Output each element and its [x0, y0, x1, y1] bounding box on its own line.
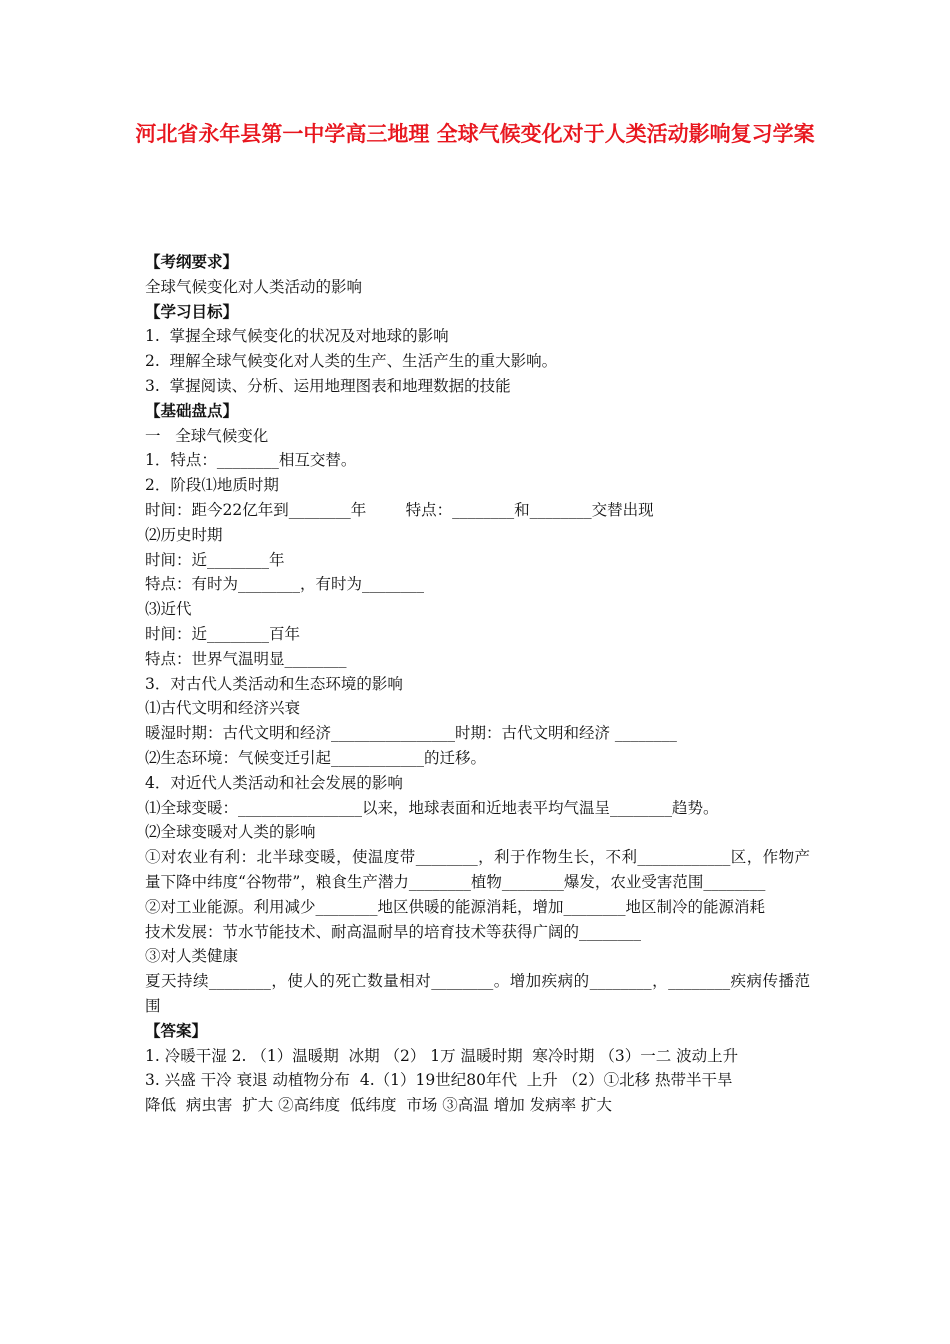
answer-line: 降低 病虫害 扩大 ②高纬度 低纬度 市场 ③高温 增加 发病率 扩大 — [145, 1096, 613, 1115]
section-heading: 【学习目标】 — [145, 302, 239, 321]
body-line: 特点：有时为________，有时为________ — [145, 575, 425, 594]
body-line: 时间：近________年 — [145, 550, 285, 569]
body-line: 3. 掌握阅读、分析、运用地理图表和地理数据的技能 — [145, 376, 511, 395]
body-line: 时间：近________百年 — [145, 624, 301, 643]
answer-line: 1. 冷暖干湿 2. （1）温暖期 冰期 （2） 1万 温暖时期 寒冷时期 （3）一二 波动上升 — [145, 1046, 739, 1065]
body-line: ①对农业有利：北半球变暖，使温度带________，利于作物生长，不利____________区，作物产量下降中纬度“谷物带”，粮食生产潜力________植物________爆发，农业受害范围________ — [145, 848, 810, 891]
body-line: 1．特点：________相互交替。 — [145, 451, 357, 470]
body-line: 技术发展：节水节能技术、耐高温耐旱的培育技术等获得广阔的________ — [145, 922, 642, 941]
body-line: 夏天持续________，使人的死亡数量相对________。增加疾病的________，________疾病传播范围 — [145, 972, 810, 1015]
body-line: ⑵生态环境：气候变迁引起____________的迁移。 — [145, 748, 487, 767]
body-line: 特点：世界气温明显________ — [145, 649, 347, 668]
answer-line: 3. 兴盛 干冷 衰退 动植物分布 4.（1）19世纪80年代 上升 （2）①北移 热带半干旱 — [145, 1071, 733, 1090]
body-line: 2. 理解全球气候变化对人类的生产、生活产生的重大影响。 — [145, 352, 558, 371]
body-line: ⑴古代文明和经济兴衰 — [145, 699, 301, 718]
body-line: ③对人类健康 — [145, 947, 239, 966]
body-line: ⑶近代 — [145, 600, 192, 619]
body-line: 2．阶段⑴地质时期 — [145, 476, 279, 495]
body-line: ⑵全球变暖对人类的影响 — [145, 823, 316, 842]
body-line: 全球气候变化对人类活动的影响 — [145, 277, 363, 296]
document-body — [145, 250, 810, 1118]
body-line: ⑴全球变暖：________________以来，地球表面和近地表平均气温呈________趋势。 — [145, 798, 719, 817]
body-line: 1. 掌握全球气候变化的状况及对地球的影响 — [145, 327, 449, 346]
body-line: 暖湿时期：古代文明和经济________________时期：古代文明和经济 ________ — [145, 724, 677, 743]
section-heading: 【考纲要求】 — [145, 253, 239, 271]
section-heading: 【基础盘点】 — [145, 401, 239, 420]
body-line: ⑵历史时期 — [145, 525, 223, 544]
body-line: 一 全球气候变化 — [145, 426, 269, 445]
body-line: ②对工业能源。利用减少________地区供暖的能源消耗，增加________地区制冷的能源消耗 — [145, 897, 766, 916]
body-line: 3．对古代人类活动和生态环境的影响 — [145, 674, 403, 693]
body-line: 4．对近代人类活动和社会发展的影响 — [145, 773, 403, 792]
body-line: 时间：距今22亿年到________年 特点：________和________交替出现 — [145, 500, 654, 519]
document-title: 河北省永年县第一中学高三地理 全球气候变化对于人类活动影响复习学案 — [135, 122, 815, 146]
section-heading: 【答案】 — [145, 1021, 208, 1040]
